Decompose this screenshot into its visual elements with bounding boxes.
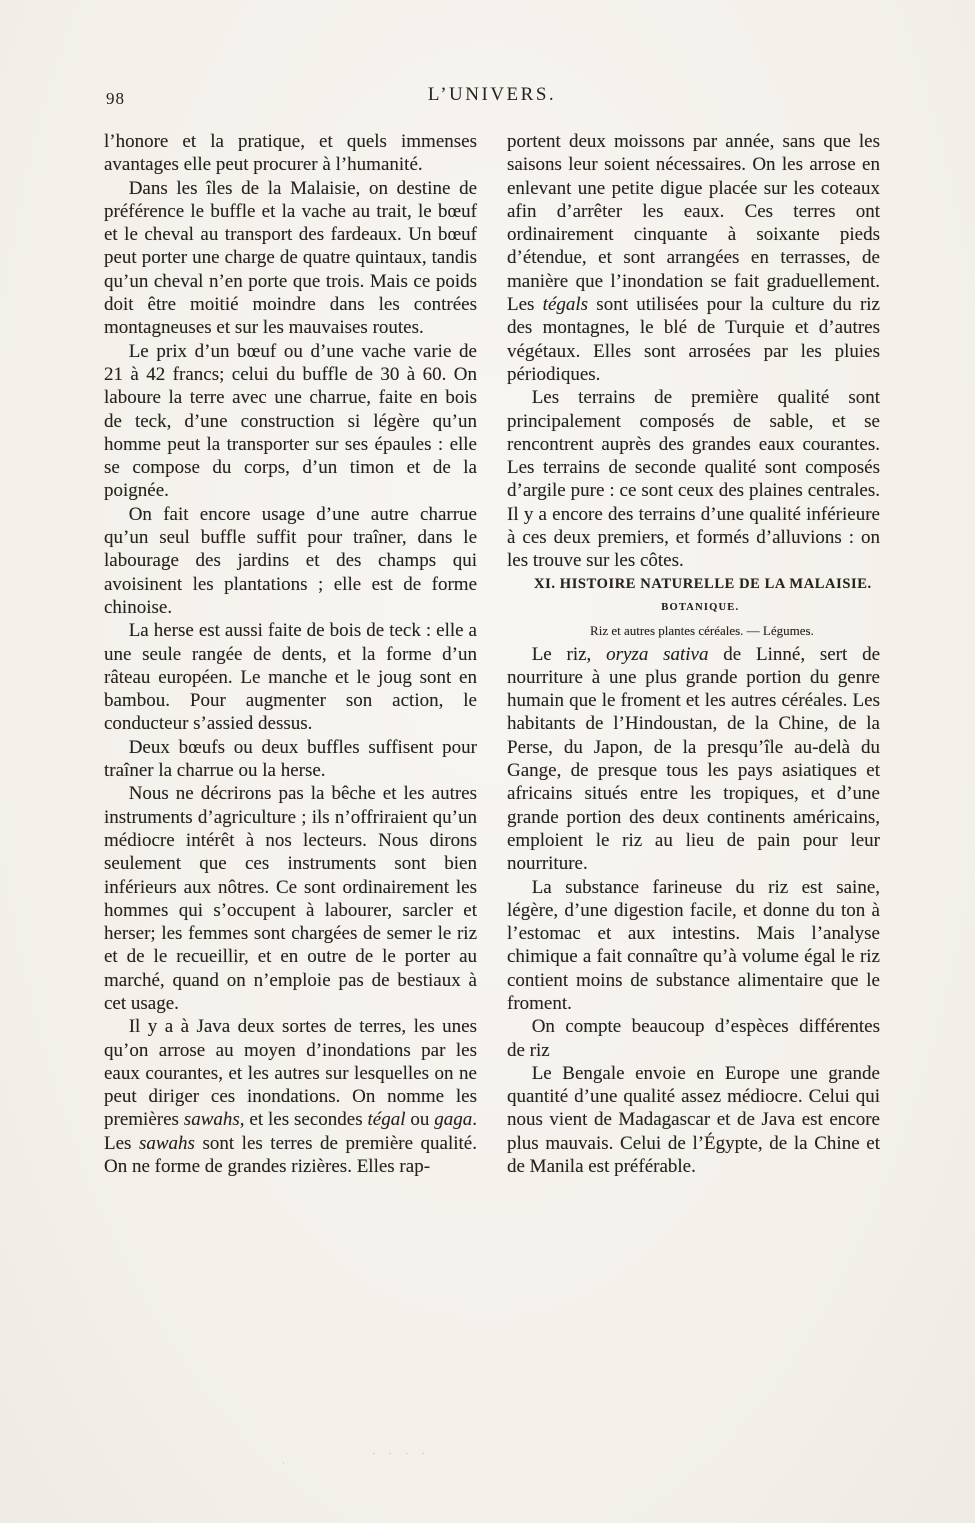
section-subheading: BOTANIQUE.: [661, 601, 740, 613]
paragraph: On compte beaucoup d’espèces différentes de riz: [507, 1016, 880, 1061]
paragraph: On fait encore usage d’une autre charrue qu’un seul buffle suffit pour traîner, dans le labourage des jardins et des champs qui avoisinent les plantations ; elle est de forme chinoise.: [104, 503, 477, 618]
right-column: [507, 130, 880, 1178]
scan-artifact-dot: ·: [282, 1458, 287, 1468]
paragraph: Le Bengale envoie en Europe une grande quantité d’une qualité assez médiocre. Celui qui nous vient de Madagascar et de Java est encore plus mauvais. Celui de l’Égypte, de la Chine et de Manila est préférable.: [507, 1062, 880, 1178]
running-title: L’UNIVERS.: [427, 84, 557, 105]
paragraph: portent deux moissons par année, sans que les saisons leur soient nécessaires. On les arrose en enlevant une petite digue placée sur les coteaux afin d’arrêter les eaux. Ces terres ont ordinairement cinquante à soixante pieds d’étendue, et sont arrangées en terrasses, de manière que l’inondation se fait graduellement. Les tégals sont utilisées pour la culture du riz des montagnes, le blé de Turquie et d’autres végétaux. Elles sont arrosées par les pluies périodiques.: [507, 131, 880, 385]
paragraph: Le riz, oryza sativa de Linné, sert de nourriture à une plus grande portion du genre humain que le froment et les autres céréales. Les habitants de l’Hindoustan, de la Chine, de la Perse, du Japon, de la presqu’île au-delà du Gange, de presque tous les pays asiatiques et africains situés entre les tropiques, et d’une grande portion des deux continents américains, emploient le riz au lieu de pain pour leur nourriture.: [507, 643, 881, 875]
paragraph: Il y a à Java deux sortes de terres, les unes qu’on arrose au moyen d’inondations par les eaux courantes, et les autres sur lesquelles on ne peut diriger ces inondations. On nomme les premières sawahs, et les secondes tégal ou gaga. Les sawahs sont les terres de première qualité. On ne forme de grandes rizières. Elles rap-: [104, 1016, 478, 1178]
section-heading: XI. HISTOIRE NATURELLE DE LA MALAISIE.: [534, 575, 872, 592]
paragraph: La substance farineuse du riz est saine, légère, d’une digestion facile, et donne du ton à l’estomac et aux intestins. Mais l’analyse chimique a fait connaître qu’à volume égal le riz contient moins de substance alimentaire que le froment.: [507, 876, 880, 1014]
paragraph: Le prix d’un bœuf ou d’une vache varie de 21 à 42 francs; celui du buffle de 30 à 60. On laboure la terre avec une charrue, faite en bois de teck, d’une construction si légère qu’un homme peut la transporter sur ses épaules : elle se compose du corps, d’un timon et de la poignée.: [104, 340, 477, 502]
paragraph: Deux bœufs ou deux buffles suffisent pour traîner la charrue ou la herse.: [104, 736, 477, 782]
paragraph: La herse est aussi faite de bois de teck : elle a une seule rangée de dents, et la forme d’un râteau européen. Le manche et le joug sont en bambou. Pour augmenter son action, le conducteur s’assied dessus.: [104, 620, 477, 735]
paragraph: Nous ne décrirons pas la bêche et les autres instruments d’agriculture ; ils n’offriraient qu’un médiocre intérêt à nos lecteurs. Nous dirons seulement que ces instruments sont bien inférieurs aux nôtres. Ce sont ordinairement les hommes qui s’occupent à labourer, sarcler et herser; les femmes sont chargées de semer le riz et de le recueillir, et en outre de le porter au marché, quand on n’emploie pas de bestiaux à cet usage.: [104, 783, 477, 1014]
paragraph: Dans les îles de la Malaisie, on destine de préférence le buffle et la vache au trait, le bœuf et le cheval au transport des fardeaux. Un bœuf peut porter une charge de quatre quintaux, tandis qu’un cheval n’en porte que trois. Mais ce poids doit être moitié moindre dans les contrées montagneuses et sur les mauvaises routes.: [104, 177, 477, 339]
running-header: [104, 84, 880, 116]
paragraph: l’honore et la pratique, et quels immenses avantages elle peut procurer à l’humanité.: [104, 131, 477, 176]
scan-artifact-dots: · · · ·: [372, 1448, 430, 1460]
text-columns: [104, 130, 880, 1178]
page-number: 98: [106, 89, 125, 108]
left-column: [104, 130, 477, 1178]
paragraph: Les terrains de première qualité sont principalement composés de sable, et se rencontrent auprès des grandes eaux courantes. Les terrains de seconde qualité sont composés d’argile pure : ce sont ceux des plaines centrales. Il y a encore des terrains d’une qualité inférieure à ces deux premiers, et formés d’alluvions : on les trouve sur les côtes.: [507, 387, 880, 572]
section-caption: Riz et autres plantes céréales. — Légumes.: [590, 623, 814, 639]
